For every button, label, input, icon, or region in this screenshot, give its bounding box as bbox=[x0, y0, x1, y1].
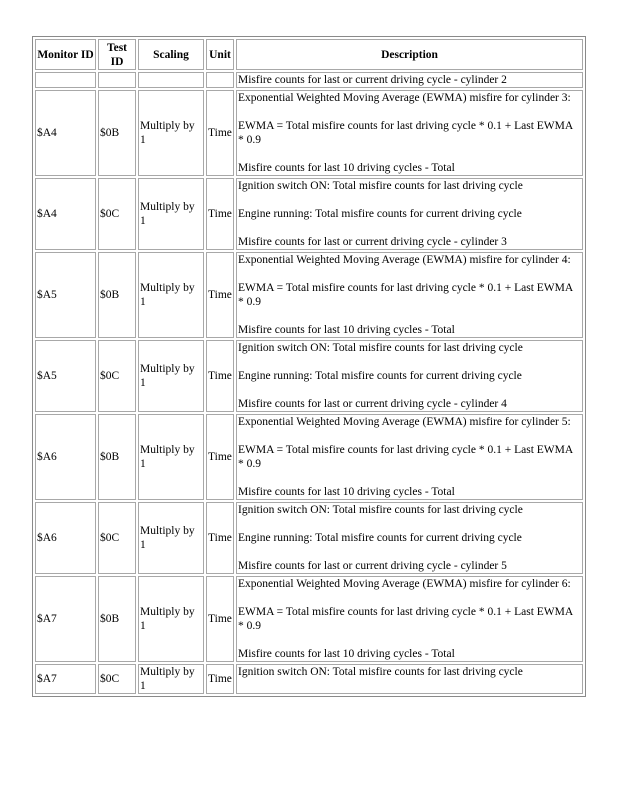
description-paragraph: Exponential Weighted Moving Average (EWMA) misfire for cylinder 6: bbox=[238, 578, 571, 590]
unit-cell: Time bbox=[206, 252, 234, 338]
description-paragraph bbox=[238, 545, 581, 559]
table-row bbox=[35, 340, 583, 412]
header-description: Description bbox=[236, 39, 583, 70]
description-cell bbox=[236, 502, 583, 574]
table-row bbox=[35, 502, 583, 574]
test-id-cell: $0B bbox=[98, 90, 136, 176]
description-cell bbox=[236, 664, 583, 694]
test-id-cell bbox=[98, 72, 136, 88]
scaling-cell: Multiply by 1 bbox=[138, 576, 204, 662]
monitor-id-cell: $A5 bbox=[35, 252, 96, 338]
table-row bbox=[35, 178, 583, 250]
description-cell bbox=[236, 252, 583, 338]
unit-cell: Time bbox=[206, 178, 234, 250]
table-row bbox=[35, 90, 583, 176]
monitor-id-cell: $A6 bbox=[35, 414, 96, 500]
description-paragraph bbox=[238, 221, 581, 235]
description-paragraph: Misfire counts for last 10 driving cycles - Total bbox=[238, 648, 455, 660]
test-id-cell: $0C bbox=[98, 502, 136, 574]
description-cell bbox=[236, 340, 583, 412]
unit-cell: Time bbox=[206, 90, 234, 176]
description-paragraph: Exponential Weighted Moving Average (EWMA) misfire for cylinder 5: bbox=[238, 416, 571, 428]
description-paragraph bbox=[238, 309, 581, 323]
test-id-cell: $0B bbox=[98, 414, 136, 500]
scaling-cell bbox=[138, 72, 204, 88]
description-paragraph bbox=[238, 147, 581, 161]
description-paragraph: EWMA = Total misfire counts for last driving cycle * 0.1 + Last EWMA * 0.9 bbox=[238, 120, 573, 146]
test-id-cell: $0C bbox=[98, 178, 136, 250]
scaling-cell: Multiply by 1 bbox=[138, 340, 204, 412]
header-test-id: Test ID bbox=[98, 39, 136, 70]
description-paragraph: Ignition switch ON: Total misfire counts for last driving cycle bbox=[238, 180, 523, 192]
table-row bbox=[35, 252, 583, 338]
scaling-cell: Multiply by 1 bbox=[138, 178, 204, 250]
description-paragraph: Misfire counts for last 10 driving cycles - Total bbox=[238, 162, 455, 174]
description-cell bbox=[236, 414, 583, 500]
monitor-id-cell: $A4 bbox=[35, 90, 96, 176]
description-cell bbox=[236, 90, 583, 176]
description-paragraph: Misfire counts for last or current driving cycle - cylinder 5 bbox=[238, 560, 507, 572]
description-paragraph: Ignition switch ON: Total misfire counts for last driving cycle bbox=[238, 504, 523, 516]
monitor-id-cell: $A7 bbox=[35, 576, 96, 662]
test-id-cell: $0C bbox=[98, 340, 136, 412]
table-body bbox=[35, 72, 583, 694]
table-header-row bbox=[35, 39, 583, 70]
description-paragraph bbox=[238, 517, 581, 531]
table-row bbox=[35, 576, 583, 662]
monitor-id-cell: $A6 bbox=[35, 502, 96, 574]
unit-cell: Time bbox=[206, 576, 234, 662]
test-id-cell: $0B bbox=[98, 576, 136, 662]
test-id-cell: $0B bbox=[98, 252, 136, 338]
description-paragraph bbox=[238, 471, 581, 485]
scaling-cell: Multiply by 1 bbox=[138, 502, 204, 574]
monitor-id-cell bbox=[35, 72, 96, 88]
description-paragraph bbox=[238, 105, 581, 119]
table-row bbox=[35, 414, 583, 500]
unit-cell: Time bbox=[206, 502, 234, 574]
description-paragraph: Exponential Weighted Moving Average (EWMA) misfire for cylinder 4: bbox=[238, 254, 571, 266]
description-paragraph: Engine running: Total misfire counts for current driving cycle bbox=[238, 370, 522, 382]
unit-cell: Time bbox=[206, 340, 234, 412]
description-paragraph bbox=[238, 267, 581, 281]
description-cell bbox=[236, 178, 583, 250]
header-monitor-id: Monitor ID bbox=[35, 39, 96, 70]
description-paragraph: Misfire counts for last 10 driving cycles - Total bbox=[238, 486, 455, 498]
description-paragraph bbox=[238, 355, 581, 369]
description-paragraph: Engine running: Total misfire counts for current driving cycle bbox=[238, 532, 522, 544]
unit-cell bbox=[206, 72, 234, 88]
monitor-id-cell: $A4 bbox=[35, 178, 96, 250]
description-paragraph bbox=[238, 193, 581, 207]
description-paragraph bbox=[238, 591, 581, 605]
description-cell bbox=[236, 576, 583, 662]
description-paragraph: Misfire counts for last or current driving cycle - cylinder 3 bbox=[238, 236, 507, 248]
unit-cell: Time bbox=[206, 414, 234, 500]
scaling-cell: Multiply by 1 bbox=[138, 90, 204, 176]
document-page bbox=[32, 36, 584, 697]
description-paragraph: Ignition switch ON: Total misfire counts for last driving cycle bbox=[238, 666, 523, 678]
table-row bbox=[35, 664, 583, 694]
description-paragraph bbox=[238, 633, 581, 647]
description-paragraph: EWMA = Total misfire counts for last driving cycle * 0.1 + Last EWMA * 0.9 bbox=[238, 282, 573, 308]
description-paragraph: EWMA = Total misfire counts for last driving cycle * 0.1 + Last EWMA * 0.9 bbox=[238, 444, 573, 470]
header-unit: Unit bbox=[206, 39, 234, 70]
monitor-id-cell: $A7 bbox=[35, 664, 96, 694]
header-scaling: Scaling bbox=[138, 39, 204, 70]
test-id-cell: $0C bbox=[98, 664, 136, 694]
description-paragraph: Ignition switch ON: Total misfire counts for last driving cycle bbox=[238, 342, 523, 354]
unit-cell: Time bbox=[206, 664, 234, 694]
table-row bbox=[35, 72, 583, 88]
scaling-cell: Multiply by 1 bbox=[138, 664, 204, 694]
description-cell bbox=[236, 72, 583, 88]
description-paragraph: Engine running: Total misfire counts for current driving cycle bbox=[238, 208, 522, 220]
description-paragraph: Exponential Weighted Moving Average (EWMA) misfire for cylinder 3: bbox=[238, 92, 571, 104]
monitor-id-cell: $A5 bbox=[35, 340, 96, 412]
description-paragraph bbox=[238, 383, 581, 397]
scaling-cell: Multiply by 1 bbox=[138, 252, 204, 338]
scaling-cell: Multiply by 1 bbox=[138, 414, 204, 500]
description-paragraph: Misfire counts for last 10 driving cycles - Total bbox=[238, 324, 455, 336]
description-paragraph: Misfire counts for last or current driving cycle - cylinder 4 bbox=[238, 398, 507, 410]
description-paragraph: EWMA = Total misfire counts for last driving cycle * 0.1 + Last EWMA * 0.9 bbox=[238, 606, 573, 632]
description-paragraph bbox=[238, 429, 581, 443]
monitor-test-table bbox=[32, 36, 586, 697]
description-paragraph: Misfire counts for last or current driving cycle - cylinder 2 bbox=[238, 74, 507, 86]
